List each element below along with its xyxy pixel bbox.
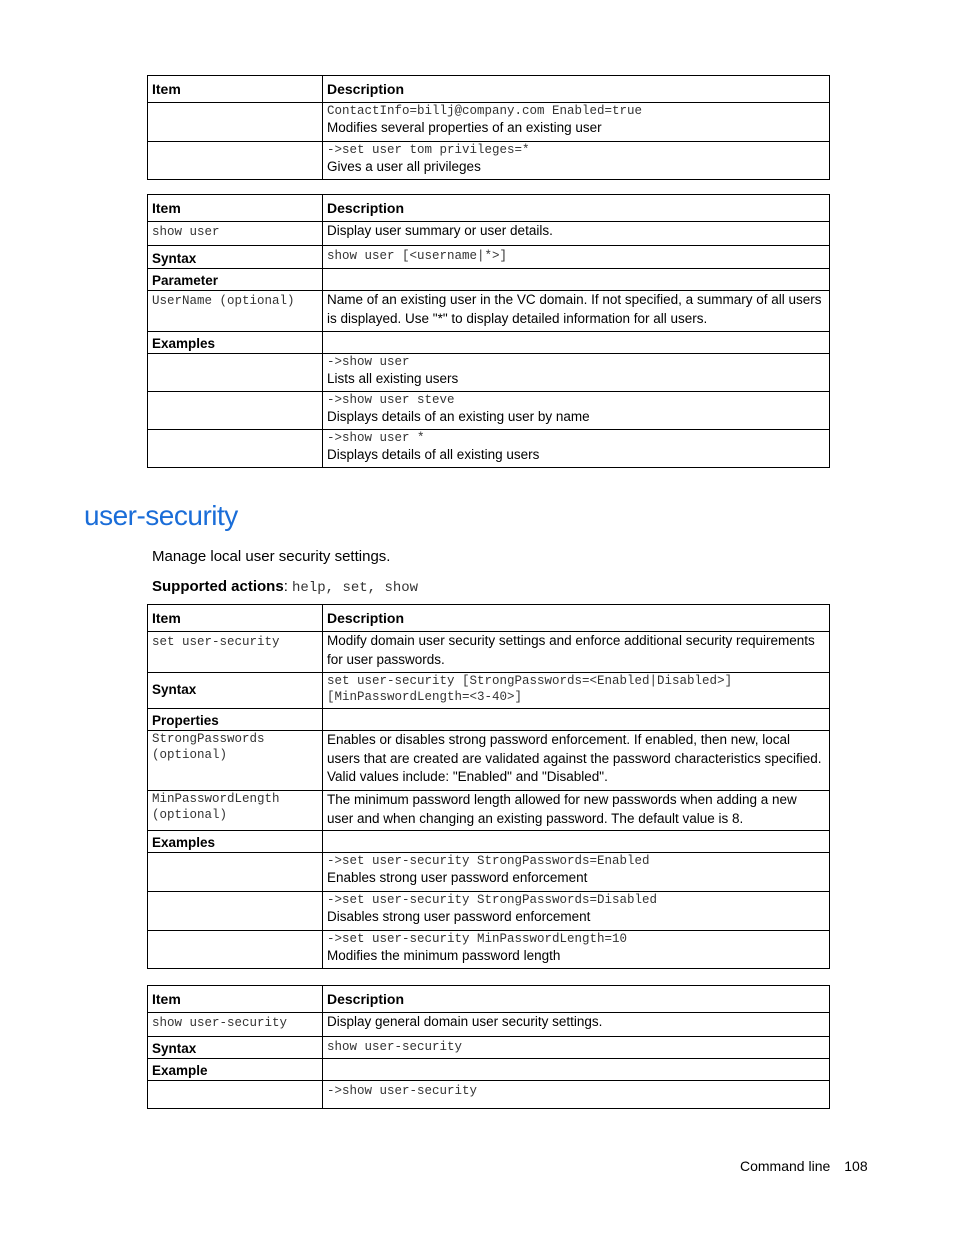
command-name: show user <box>152 225 220 239</box>
table-header <box>148 605 830 632</box>
table-show-user <box>147 194 830 468</box>
table-row <box>148 1037 830 1059</box>
examples-label: Examples <box>148 831 323 853</box>
example-command: ->show user * <box>327 431 425 445</box>
property-name: StrongPasswords <box>152 732 265 746</box>
example-command: ->show user <box>327 355 410 369</box>
property-description: The minimum password length allowed for new passwords when adding a new user and when changing an existing password. The default value is 8. <box>323 791 830 831</box>
syntax-label: Syntax <box>148 246 323 269</box>
example-command: ->set user-security MinPasswordLength=10 <box>327 932 628 946</box>
supported-actions <box>152 578 418 596</box>
syntax-label: Syntax <box>148 673 323 709</box>
table-row <box>148 853 830 892</box>
table-row <box>148 1059 830 1081</box>
parameter-description: Name of an existing user in the VC domain. If not specified, a summary of all users is displayed. Use "*" to display detailed information for all users. <box>323 291 830 332</box>
example-description: Lists all existing users <box>327 371 459 386</box>
example-description: Modifies several properties of an existing user <box>327 120 602 135</box>
table-row <box>148 246 830 269</box>
command-description: Display general domain user security settings. <box>323 1013 830 1037</box>
table-row <box>148 354 830 392</box>
table-row <box>148 1013 830 1037</box>
header-description: Description <box>323 76 830 103</box>
table-row <box>148 430 830 468</box>
parameter-label: Parameter <box>148 269 323 291</box>
table-row <box>148 931 830 969</box>
example-command: ->show user steve <box>327 393 455 407</box>
table-row <box>148 709 830 731</box>
example-label: Example <box>148 1059 323 1081</box>
example-command: ->set user tom privileges=* <box>327 143 530 157</box>
example-description: Disables strong user password enforcement <box>327 909 591 924</box>
section-title: user-security <box>84 500 238 531</box>
table-row <box>148 269 830 291</box>
table-row <box>148 673 830 709</box>
syntax-value-line1: set user-security [StrongPasswords=<Enabled|Disabled>] <box>327 674 733 688</box>
example-description: Enables strong user password enforcement <box>327 870 588 885</box>
table-row <box>148 142 830 180</box>
table-user-examples-continued <box>147 75 830 180</box>
table-row <box>148 892 830 931</box>
supported-actions-values: help, set, show <box>292 580 419 596</box>
properties-label: Properties <box>148 709 323 731</box>
page-number: 108 <box>844 1158 868 1174</box>
syntax-label: Syntax <box>148 1037 323 1059</box>
example-command: ->set user-security StrongPasswords=Enabled <box>327 854 650 868</box>
footer-label: Command line <box>740 1158 831 1174</box>
table-row <box>148 632 830 673</box>
syntax-value: show user-security <box>327 1040 463 1054</box>
table-header <box>148 195 830 222</box>
table-row <box>148 222 830 246</box>
header-description: Description <box>323 986 830 1013</box>
table-header <box>148 986 830 1013</box>
parameter-name: UserName (optional) <box>152 294 295 308</box>
table-row <box>148 332 830 354</box>
table-set-user-security <box>147 604 830 969</box>
example-description: Modifies the minimum password length <box>327 948 561 963</box>
example-command: ->show user-security <box>327 1084 478 1098</box>
example-command: ->set user-security StrongPasswords=Disabled <box>327 893 658 907</box>
example-description: Displays details of an existing user by name <box>327 409 590 424</box>
table-row <box>148 103 830 142</box>
header-item: Item <box>148 76 323 103</box>
property-description: Enables or disables strong password enforcement. If enabled, then new, local users that are created are validated against the password characteristics specified. Valid values include: "Enabled" and "Disabled". <box>323 731 830 791</box>
command-name: set user-security <box>152 635 280 649</box>
header-description: Description <box>323 605 830 632</box>
header-item: Item <box>148 605 323 632</box>
command-description: Display user summary or user details. <box>323 222 830 246</box>
table-header <box>148 76 830 103</box>
command-name: show user-security <box>152 1016 288 1030</box>
example-description: Gives a user all privileges <box>327 159 481 174</box>
table-row <box>148 1081 830 1109</box>
syntax-value-line2: [MinPasswordLength=<3-40>] <box>327 690 523 704</box>
property-name: MinPasswordLength <box>152 792 280 806</box>
property-optional: (optional) <box>152 748 228 762</box>
table-row <box>148 291 830 332</box>
supported-actions-label: Supported actions <box>152 578 284 595</box>
table-row <box>148 392 830 430</box>
table-row <box>148 791 830 831</box>
page-footer <box>740 1158 868 1174</box>
table-row <box>148 731 830 791</box>
supported-actions-sep: : <box>283 578 288 595</box>
example-command: ContactInfo=billj@company.com Enabled=true <box>327 104 643 118</box>
examples-label: Examples <box>148 332 323 354</box>
example-description: Displays details of all existing users <box>327 447 540 462</box>
property-optional: (optional) <box>152 808 228 822</box>
header-description: Description <box>323 195 830 222</box>
command-description: Modify domain user security settings and enforce additional security requirements for user passwords. <box>323 632 830 673</box>
header-item: Item <box>148 986 323 1013</box>
table-row <box>148 831 830 853</box>
syntax-value: show user [<username|*>] <box>327 249 508 263</box>
table-show-user-security <box>147 985 830 1109</box>
section-intro: Manage local user security settings. <box>152 548 391 565</box>
header-item: Item <box>148 195 323 222</box>
